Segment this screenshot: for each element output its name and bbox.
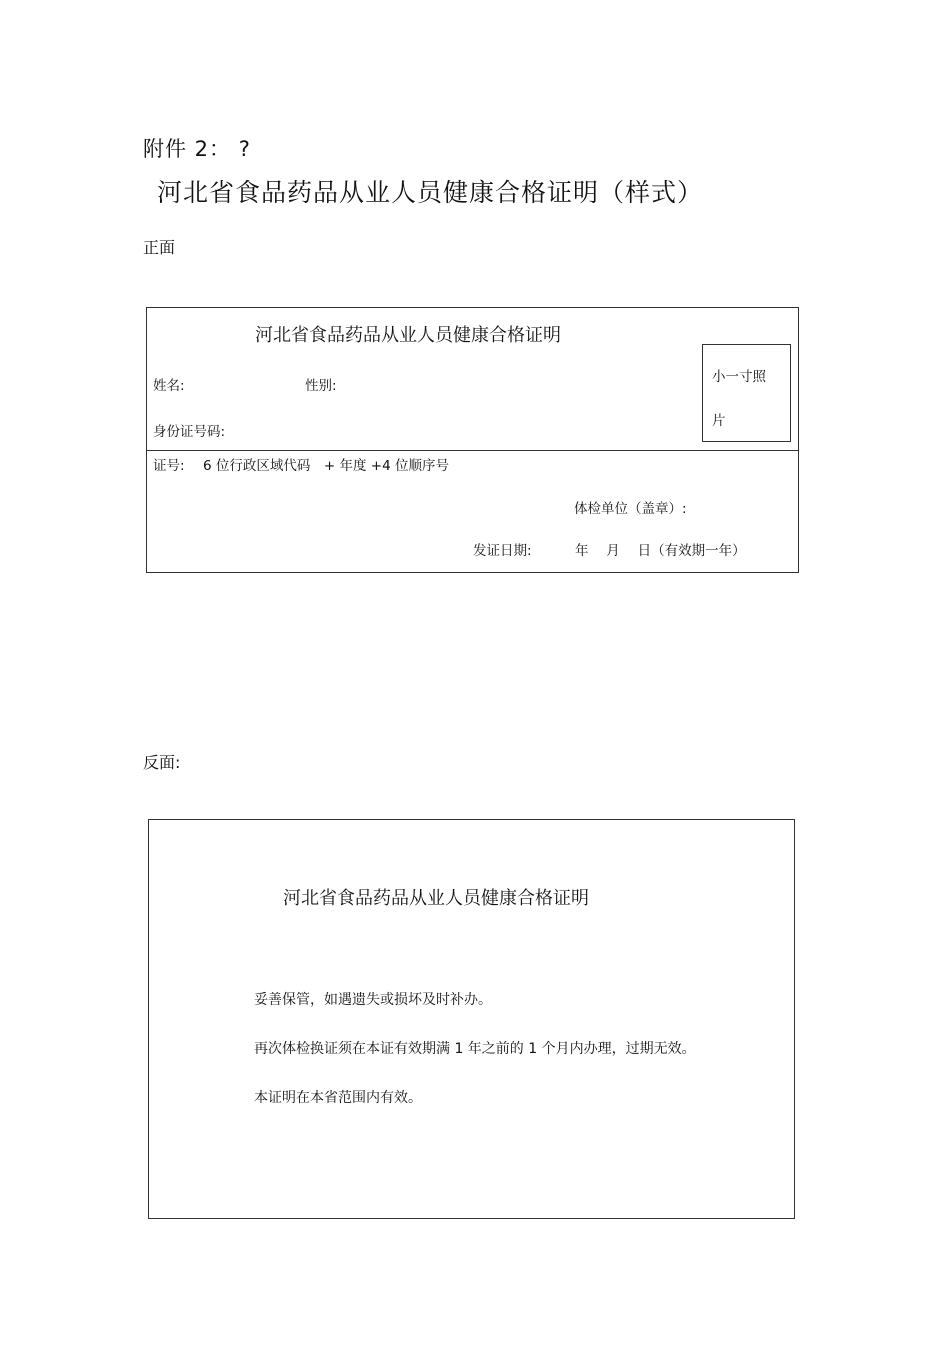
certificate-number-format: 6 位行政区域代码 + 年度 +4 位顺序号 [203, 458, 449, 474]
exam-unit-label: 体检单位（盖章）: [574, 501, 687, 517]
document-title: 河北省食品药品从业人员健康合格证明（样式） [157, 178, 704, 207]
notice-line: 妥善保管，如遇遗失或损坏及时补办。 [254, 992, 492, 1008]
front-card-divider [147, 450, 798, 451]
certificate-back-card [148, 819, 795, 1219]
back-card-title: 河北省食品药品从业人员健康合格证明 [283, 888, 589, 909]
name-field-label: 姓名: [153, 378, 185, 394]
attachment-label: 附件 2： ? [143, 137, 251, 161]
front-card-title: 河北省食品药品从业人员健康合格证明 [255, 325, 561, 346]
id-number-field-label: 身份证号码: [153, 424, 226, 440]
photo-placeholder-line1: 小一寸照 [712, 369, 766, 385]
front-side-label: 正面 [143, 238, 176, 257]
notice-line: 再次体检换证须在本证有效期满 1 年之前的 1 个月内办理，过期无效。 [254, 1041, 696, 1057]
issue-date-label: 发证日期: [473, 543, 532, 559]
photo-placeholder [702, 344, 791, 442]
back-side-label: 反面: [143, 753, 181, 772]
certificate-front-card [146, 307, 799, 573]
certificate-number-label: 证号: [153, 458, 185, 474]
gender-field-label: 性别: [305, 378, 337, 394]
issue-date-value: 年 月 日（有效期一年） [575, 543, 746, 559]
photo-placeholder-line2: 片 [712, 413, 726, 429]
notice-line: 本证明在本省范围内有效。 [254, 1090, 422, 1106]
